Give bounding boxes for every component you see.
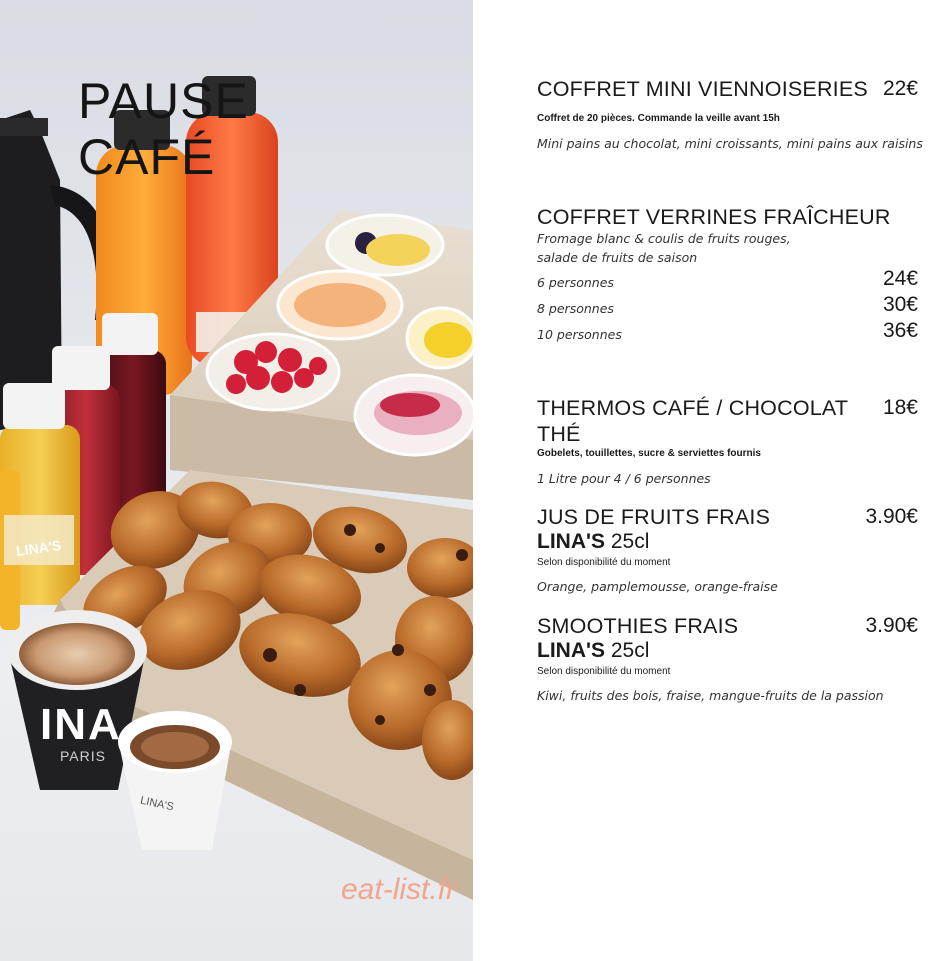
item-note: Selon disponibilité du moment [537, 557, 671, 568]
item-title: SMOOTHIES FRAIS [537, 614, 739, 638]
item-price: 18€ [882, 396, 918, 419]
item-note: Selon disponibilité du moment [537, 666, 671, 677]
cup-city: PARIS [60, 748, 106, 764]
item-title-line2: THÉ [537, 422, 581, 446]
option-price: 24€ [882, 267, 918, 290]
brand-volume: 25cl [610, 639, 650, 662]
brand-name: LINA'S [537, 639, 605, 662]
photo-title-line2: CAFÉ [78, 129, 216, 185]
option-label: 8 personnes [537, 301, 614, 316]
brand-name: LINA'S [537, 530, 605, 553]
photo-title-line1: PAUSE [78, 73, 249, 129]
option-price: 30€ [882, 293, 918, 316]
item-description: Mini pains au chocolat, mini croissants, mini pains aux raisins [537, 136, 923, 151]
item-description-line1: Fromage blanc & coulis de fruits rouges, [537, 231, 791, 246]
item-title: JUS DE FRUITS FRAIS [537, 505, 771, 529]
brand-volume: 25cl [610, 530, 650, 553]
watermark: eat-list.fr [341, 873, 457, 906]
option-price: 36€ [882, 319, 918, 342]
small-cup-brand: LINA'S [139, 794, 175, 814]
item-description: Kiwi, fruits des bois, fraise, mangue-fruits de la passion [537, 688, 884, 703]
option-label: 6 personnes [537, 275, 614, 290]
item-brand [537, 530, 649, 554]
bottle-label: LINA'S [15, 536, 63, 560]
item-brand [537, 639, 649, 663]
cup-brand: INA [40, 700, 122, 749]
item-price: 3.90€ [865, 614, 918, 637]
item-price: 22€ [882, 77, 918, 100]
item-price: 3.90€ [865, 505, 918, 528]
option-label: 10 personnes [537, 327, 622, 342]
item-note: Gobelets, touillettes, sucre & serviettes fournis [537, 448, 761, 459]
item-note: Coffret de 20 pièces. Commande la veille avant 15h [537, 113, 780, 124]
item-title: COFFRET MINI VIENNOISERIES [537, 77, 868, 101]
item-description-line2: salade de fruits de saison [537, 250, 698, 265]
item-description: Orange, pamplemousse, orange-fraise [537, 579, 778, 594]
item-title: COFFRET VERRINES FRAÎCHEUR [537, 205, 891, 229]
item-description: 1 Litre pour 4 / 6 personnes [537, 471, 711, 486]
item-title-line1: THERMOS CAFÉ / CHOCOLAT [537, 396, 849, 420]
